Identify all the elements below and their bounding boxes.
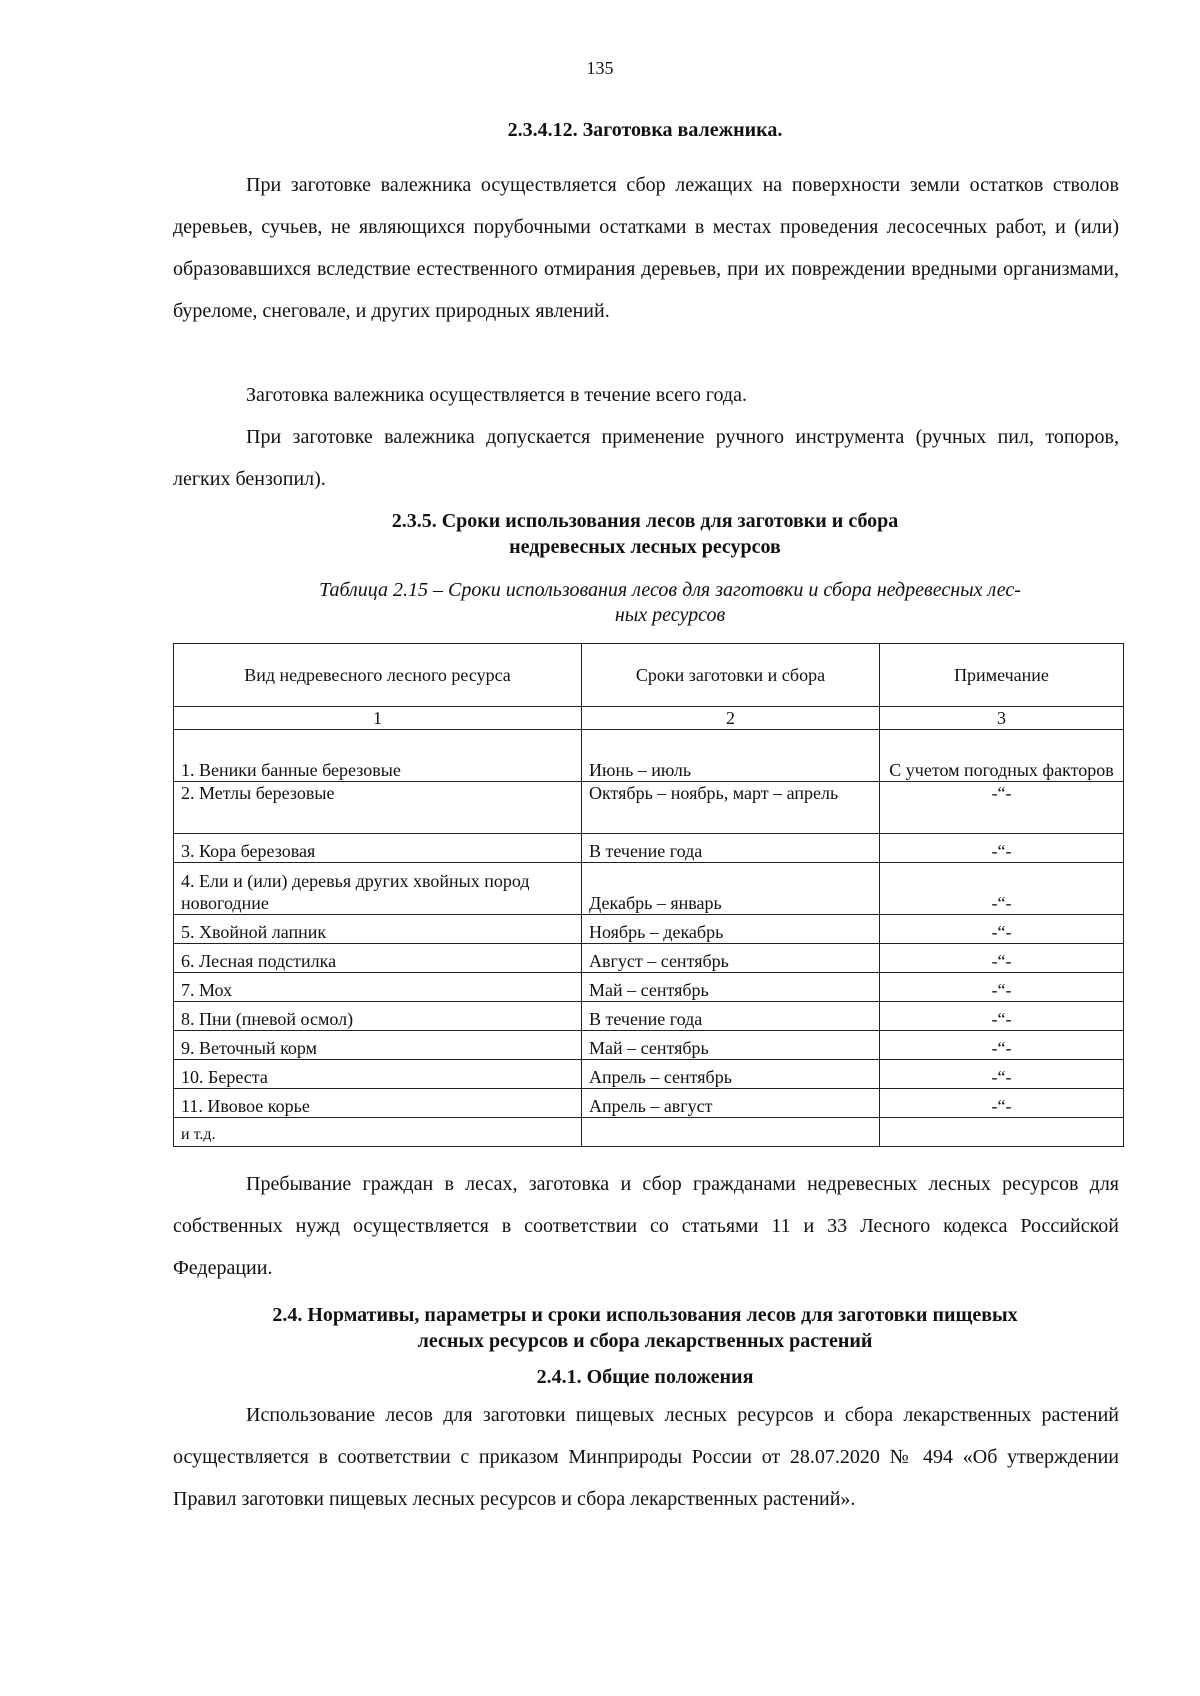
table-cell-note [880,1118,1124,1147]
table-header-note: Примечание [880,644,1124,707]
table-cell-period: В течение года [582,1002,880,1031]
table-cell-resource: 7. Мох [174,973,582,1002]
paragraph-deadwood-description: При заготовке валежника осуществляется сбор лежащих на поверхности земли остатков стволов деревьев, сучьев, не являющихся порубочными остатками в местах проведения лесосечных работ, и (или) образовавшихся вследствие естественного отмирания деревьев, при их повреждении вредными организмами, буреломе, снеговале, и других природных явлений. [173,174,1119,322]
table-cell-note: -“- [880,944,1124,973]
paragraph-food-resources: Использование лесов для заготовки пищевых лесных ресурсов и сбора лекарственных растений осуществляется в соответствии с приказом Минприроды России от 28.07.2020 № 494 «Об утверждении Правил заготовки пищевых лесных ресурсов и сбора лекарственных растений». [173,1404,1119,1510]
table-caption [230,578,1110,628]
table-cell-note: -“- [880,863,1124,915]
section-heading-2-4-line2: лесных ресурсов и сбора лекарственных растений [417,1330,873,1352]
section-heading-2-4-line1: 2.4. Нормативы, параметры и сроки использования лесов для заготовки пищевых [272,1304,1018,1326]
table-cell-resource: 6. Лесная подстилка [174,944,582,973]
table-caption-line2: ных ресурсов [614,604,726,626]
table-row [174,1031,1124,1060]
table-cell-period: Октябрь – ноябрь, март – апрель [582,782,880,834]
table-header-period: Сроки заготовки и сбора [582,644,880,707]
table-cell-period: Август – сентябрь [582,944,880,973]
table-row [174,973,1124,1002]
table-cell-period: Май – сентябрь [582,1031,880,1060]
table-cell-resource: и т.д. [174,1118,582,1147]
table-cell-resource: 5. Хвойной лапник [174,915,582,944]
table-row [174,944,1124,973]
table-cell-resource: 11. Ивовое корье [174,1089,582,1118]
table-cell-note: -“- [880,834,1124,863]
section-heading-2-3-5 [0,508,1200,560]
table-row [174,915,1124,944]
table-cell-note: -“- [880,1089,1124,1118]
table-cell-resource: 10. Береста [174,1060,582,1089]
table-cell-note: С учетом погодных факторов [880,730,1124,782]
table-caption-line1: Таблица 2.15 – Сроки использования лесов для заготовки и сбора недревесных лес- [319,579,1021,601]
table-cell-note: -“- [880,1060,1124,1089]
table-cell-resource: 9. Веточный корм [174,1031,582,1060]
section-heading-2-3-5-line2: недревесных лесных ресурсов [509,536,781,558]
table-header-row [174,644,1124,707]
table-row [174,1118,1124,1147]
table-cell-resource: 1. Веники банные березовые [174,730,582,782]
table-row [174,730,1124,782]
paragraph-deadwood-tools: При заготовке валежника допускается применение ручного инструмента (ручных пил, топоров, легких бензопил). [173,426,1119,490]
section-heading-2-4-1: 2.4.1. Общие положения [536,1366,754,1388]
table-column-number: 1 [174,707,582,730]
table-header-resource: Вид недревесного лесного ресурса [174,644,582,707]
paragraph-citizens-collection: Пребывание граждан в лесах, заготовка и сбор гражданами недревесных лесных ресурсов для собственных нужд осуществляется в соответствии со статьями 11 и 33 Лесного кодекса Российской Федерации. [173,1173,1119,1279]
paragraph-deadwood-period: Заготовка валежника осуществляется в течение всего года. [246,384,747,406]
table-cell-period [582,1118,880,1147]
table-cell-resource: 3. Кора березовая [174,834,582,863]
table-cell-note: -“- [880,782,1124,834]
table-cell-period: Июнь – июль [582,730,880,782]
section-heading-2-3-5-line1: 2.3.5. Сроки использования лесов для заготовки и сбора [391,510,899,532]
non-timber-resources-table [173,643,1124,1147]
table-row [174,863,1124,915]
table-cell-note: -“- [880,1002,1124,1031]
table-cell-resource: 2. Метлы березовые [174,782,582,834]
table-column-numbers-row [174,707,1124,730]
table-row [174,782,1124,834]
table-cell-period: Май – сентябрь [582,973,880,1002]
section-heading-2-3-4-12: 2.3.4.12. Заготовка валежника. [507,119,783,141]
section-heading-2-4 [150,1302,1140,1354]
table-cell-note: -“- [880,1031,1124,1060]
table-cell-period: В течение года [582,834,880,863]
table-cell-period: Апрель – август [582,1089,880,1118]
table-row [174,834,1124,863]
table-cell-resource: 4. Ели и (или) деревья других хвойных пород новогодние [174,863,582,915]
table-cell-resource: 8. Пни (пневой осмол) [174,1002,582,1031]
table-cell-period: Апрель – сентябрь [582,1060,880,1089]
table-row [174,1060,1124,1089]
table-cell-note: -“- [880,915,1124,944]
table-cell-period: Декабрь – январь [582,863,880,915]
table-row [174,1089,1124,1118]
page-number: 135 [586,58,614,78]
table-column-number: 3 [880,707,1124,730]
table-cell-period: Ноябрь – декабрь [582,915,880,944]
table-column-number: 2 [582,707,880,730]
table-row [174,1002,1124,1031]
table-cell-note: -“- [880,973,1124,1002]
